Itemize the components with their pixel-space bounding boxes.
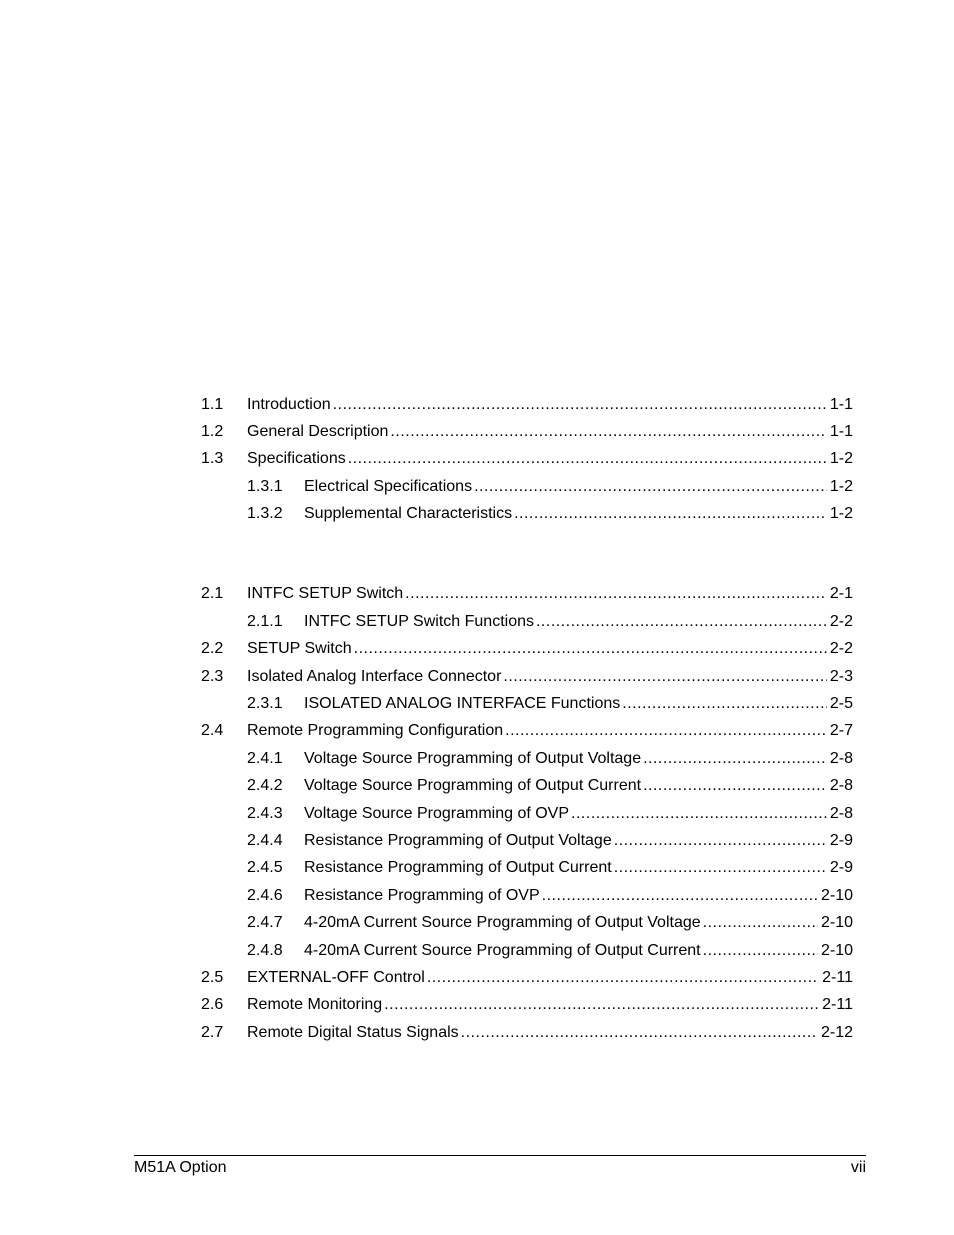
toc-entry-title: Specifications [247,450,346,467]
toc-entry-title: Electrical Specifications [304,478,473,495]
toc-entry-page: 1-1 [829,396,853,413]
toc-entry-title: SETUP Switch [247,640,352,657]
toc-entry-number: 1.1 [201,396,224,413]
toc-dot-leader [474,477,827,497]
toc-entry-title: General Description [247,423,389,440]
toc-entry-page: 2-3 [829,668,853,685]
toc-entry-number: 1.2 [201,423,224,440]
toc-entry-number: 2.1 [201,585,224,602]
toc-entry-page: 2-5 [829,695,853,712]
toc-entry-number: 2.6 [201,996,224,1013]
toc-dot-leader [354,639,827,659]
toc-entry-title: Remote Digital Status Signals [247,1024,459,1041]
toc-dot-leader [390,422,826,442]
toc-entry-page: 2-7 [829,722,853,739]
toc-dot-leader [571,804,827,824]
toc-dot-leader [461,1023,818,1043]
toc-entry-page: 2-8 [829,805,853,822]
toc-entry-title: Isolated Analog Interface Connector [247,668,502,685]
toc-entry-number: 2.1.1 [247,613,283,630]
toc-entry-page: 2-1 [829,585,853,602]
toc-entry-page: 2-11 [822,969,853,986]
toc-entry-page: 2-10 [820,887,853,904]
toc-entry-page: 2-10 [820,914,853,931]
toc-dot-leader [703,941,818,961]
toc-entry[interactable] [247,504,853,524]
toc-entry-title: Supplemental Characteristics [304,505,513,522]
toc-dot-leader [348,449,827,469]
toc-entry-title: 4-20mA Current Source Programming of Output Current [304,942,701,959]
toc-entry-number: 1.3.1 [247,478,283,495]
toc-entry-number: 2.7 [201,1024,224,1041]
toc-entry-title: Remote Monitoring [247,996,383,1013]
toc-entry-page: 2-9 [829,859,853,876]
footer-page-number: vii [850,1159,866,1176]
toc-entry-number: 2.4.2 [247,777,283,794]
toc-entry-title: Voltage Source Programming of Output Current [304,777,642,794]
footer-document-name: M51A Option [134,1159,227,1176]
toc-entry-number: 2.3 [201,668,224,685]
toc-entry[interactable] [247,477,853,497]
toc-entry[interactable] [201,968,853,988]
toc-dot-leader [643,749,827,769]
toc-dot-leader [514,504,827,524]
toc-entry-page: 2-10 [820,942,853,959]
toc-entry-title: Remote Programming Configuration [247,722,504,739]
toc-entry[interactable] [201,639,853,659]
toc-entry[interactable] [247,858,853,878]
toc-entry-number: 2.4.7 [247,914,283,931]
toc-entry-number: 2.3.1 [247,695,283,712]
toc-entry-number: 2.5 [201,969,224,986]
toc-entry[interactable] [247,804,853,824]
toc-entry-title: Resistance Programming of Output Current [304,859,612,876]
toc-entry-title: EXTERNAL-OFF Control [247,969,425,986]
toc-entry[interactable] [247,776,853,796]
toc-entry-page: 1-1 [829,423,853,440]
toc-entry-number: 1.3 [201,450,224,467]
toc-entry-page: 2-2 [829,613,853,630]
toc-entry-page: 2-9 [829,832,853,849]
footer-divider [134,1155,866,1156]
toc-entry[interactable] [201,584,853,604]
toc-dot-leader [427,968,819,988]
toc-entry-title: Voltage Source Programming of OVP [304,805,570,822]
toc-entry-number: 2.4.1 [247,750,283,767]
toc-entry[interactable] [201,721,853,741]
toc-entry-page: 2-2 [829,640,853,657]
toc-entry-number: 2.4.8 [247,942,283,959]
toc-entry-page: 2-11 [822,996,853,1013]
toc-entry-title: Resistance Programming of OVP [304,887,540,904]
toc-dot-leader [505,721,827,741]
toc-dot-leader [405,584,827,604]
toc-dot-leader [333,395,827,415]
toc-entry-page: 1-2 [829,450,853,467]
toc-dot-leader [614,831,827,851]
toc-dot-leader [503,667,826,687]
toc-entry-page: 2-8 [829,777,853,794]
toc-entry-number: 2.4.4 [247,832,283,849]
toc-entry-number: 2.2 [201,640,224,657]
toc-entry[interactable] [201,667,853,687]
toc-entry[interactable] [247,886,853,906]
toc-entry-number: 2.4.3 [247,805,283,822]
toc-entry[interactable] [201,395,853,415]
toc-entry-page: 1-2 [829,505,853,522]
toc-entry[interactable] [247,941,853,961]
toc-dot-leader [703,913,818,933]
toc-entry-page: 2-8 [829,750,853,767]
toc-entry[interactable] [247,612,853,632]
toc-entry-title: ISOLATED ANALOG INTERFACE Functions [304,695,621,712]
toc-entry-page: 1-2 [829,478,853,495]
toc-dot-leader [622,694,827,714]
toc-entry[interactable] [201,995,853,1015]
toc-entry-title: Voltage Source Programming of Output Voltage [304,750,642,767]
toc-entry-title: INTFC SETUP Switch [247,585,404,602]
toc-entry-title: INTFC SETUP Switch Functions [304,613,534,630]
toc-entry-page: 2-12 [820,1024,853,1041]
toc-entry-title: Resistance Programming of Output Voltage [304,832,612,849]
toc-entry[interactable] [247,749,853,769]
toc-entry[interactable] [201,449,853,469]
toc-dot-leader [643,776,827,796]
toc-dot-leader [614,858,827,878]
toc-dot-leader [542,886,818,906]
toc-entry[interactable] [201,422,853,442]
toc-entry-number: 2.4 [201,722,224,739]
toc-entry[interactable] [247,694,853,714]
toc-entry[interactable] [247,831,853,851]
toc-entry-number: 2.4.5 [247,859,283,876]
toc-entry-number: 2.4.6 [247,887,283,904]
toc-entry-title: Introduction [247,396,331,413]
toc-entry-number: 1.3.2 [247,505,283,522]
toc-entry[interactable] [247,913,853,933]
toc-dot-leader [384,995,819,1015]
toc-dot-leader [536,612,827,632]
toc-entry-title: 4-20mA Current Source Programming of Output Voltage [304,914,701,931]
toc-entry[interactable] [201,1023,853,1043]
